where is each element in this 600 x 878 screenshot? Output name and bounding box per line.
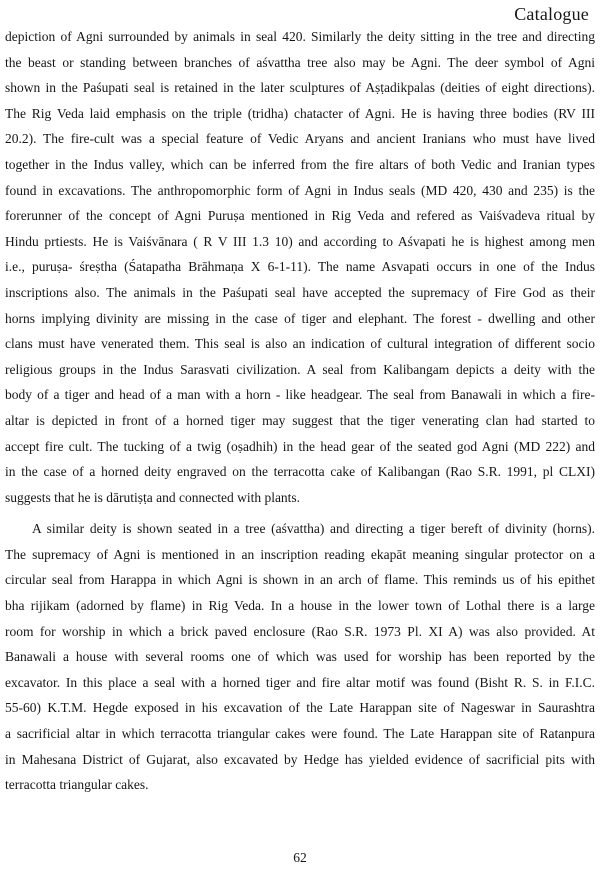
paragraph-2 (5, 516, 595, 798)
text-line: body of a tiger and head of a man with a horn - like headgear. The seal from Banawali in which a fire- (5, 387, 595, 403)
text-line: depiction of Agni surrounded by animals in seal 420. Similarly the deity sitting in the tree and directing (5, 29, 595, 44)
text-line: altar is depicted in front of a horned tiger may suggest that the tiger venerating clan had started to (5, 412, 595, 428)
text-line: 55-60) K.T.M. Hegde exposed in his excavation of the Late Harappan site of Nageswar in Saurashtra (5, 700, 595, 716)
text-line: a sacrificial altar in which terracotta triangular cakes were found. The Late Harappan site of Ratanpura (5, 726, 595, 742)
text-line: 20.2). The fire-cult was a special feature of Vedic Aryans and ancient Iranians who must have lived (5, 131, 595, 147)
text-line: terracotta triangular cakes. (5, 777, 149, 793)
text-line: in the case of a horned deity engraved on the terracotta cake of Kalibangan (Rao S.R. 1991, pl CLXI) (5, 464, 595, 480)
text-line: bha rijikam (adorned by flame) in Rig Veda. In a house in the lower town of Lothal there is a large (5, 598, 595, 614)
text-line: i.e., puruṣa- śreṣtha (Śatapatha Brāhmaṇa X 6-1-11). The name Asvapati occurs in one of the Indus (5, 259, 595, 275)
text-line: found in excavations. The anthropomorphic form of Agni in Indus seals (MD 420, 430 and 235) is the (5, 182, 595, 198)
text-line: religious groups in the Indus Sarasvati civilization. A seal from Kalibangam depicts a deity with the (5, 361, 595, 377)
text-line: A similar deity is shown seated in a tree (aśvattha) and directing a tiger bereft of divinity (horns). (32, 521, 595, 537)
paragraph-1 (5, 24, 595, 510)
page-number: 62 (293, 850, 307, 865)
text-line: horns implying divinity are missing in the case of tiger and elephant. The forest - dwelling and other (5, 310, 595, 326)
text-line: forerunner of the concept of Agni Puruṣa mentioned in Rig Veda and refered as Vaiśvadeva ritual by (5, 208, 595, 224)
text-line: clans must have venerated them. This seal is also an indication of cultural integration of different socio (5, 336, 595, 352)
text-line: accept fire cult. The tucking of a twig (oṣadhih) in the head gear of the seated god Agni (MD 222) and (5, 438, 595, 454)
text-line: excavator. In this place a seal with a horned tiger and fire altar motif was found (Bisht R. S. in F.I.C. (5, 674, 595, 690)
text-line: shown in the Paśupati seal is retained in the later sculptures of Aṣṭadikpalas (deities of eight directions). (5, 80, 595, 96)
text-line: Banawali a house with several rooms one of which was used for worship has been reported by the (5, 649, 595, 665)
text-line: in Mahesana District of Gujarat, also excavated by Hedge has yielded evidence of sacrificial pits with (5, 751, 595, 767)
text-line: inscriptions also. The animals in the Paśupati seal have accepted the supremacy of Fire God as their (5, 284, 595, 300)
body-text (5, 24, 595, 798)
text-line: suggests that he is dārutiṣṭa and connected with plants. (5, 489, 301, 505)
text-line: the beast or standing between branches of aśvattha tree also may be Agni. The deer symbol of Agni (5, 54, 595, 70)
text-line: circular seal from Harappa in which Agni is shown in an arch of flame. This reminds us of his epithet (5, 572, 595, 588)
text-line: The supremacy of Agni is mentioned in an inscription reading ekapāt meaning singular protector on a (5, 546, 595, 562)
running-header: Catalogue (514, 4, 589, 24)
text-line: room for worship in which a brick paved enclosure (Rao S.R. 1973 Pl. XI A) was also provided. At (5, 623, 595, 639)
text-line: Hindu prtiests. He is Vaiśvānara ( R V III 1.3 10) and according to Aśvapati he is highest among men (5, 233, 595, 249)
text-line: The Rig Veda laid emphasis on the triple (tridha) chatacter of Agni. He is having three bodies (RV III (5, 105, 595, 121)
text-line: together in the Indus valley, which can be inferred from the fire altars of both Vedic and Iranian types (5, 156, 595, 172)
